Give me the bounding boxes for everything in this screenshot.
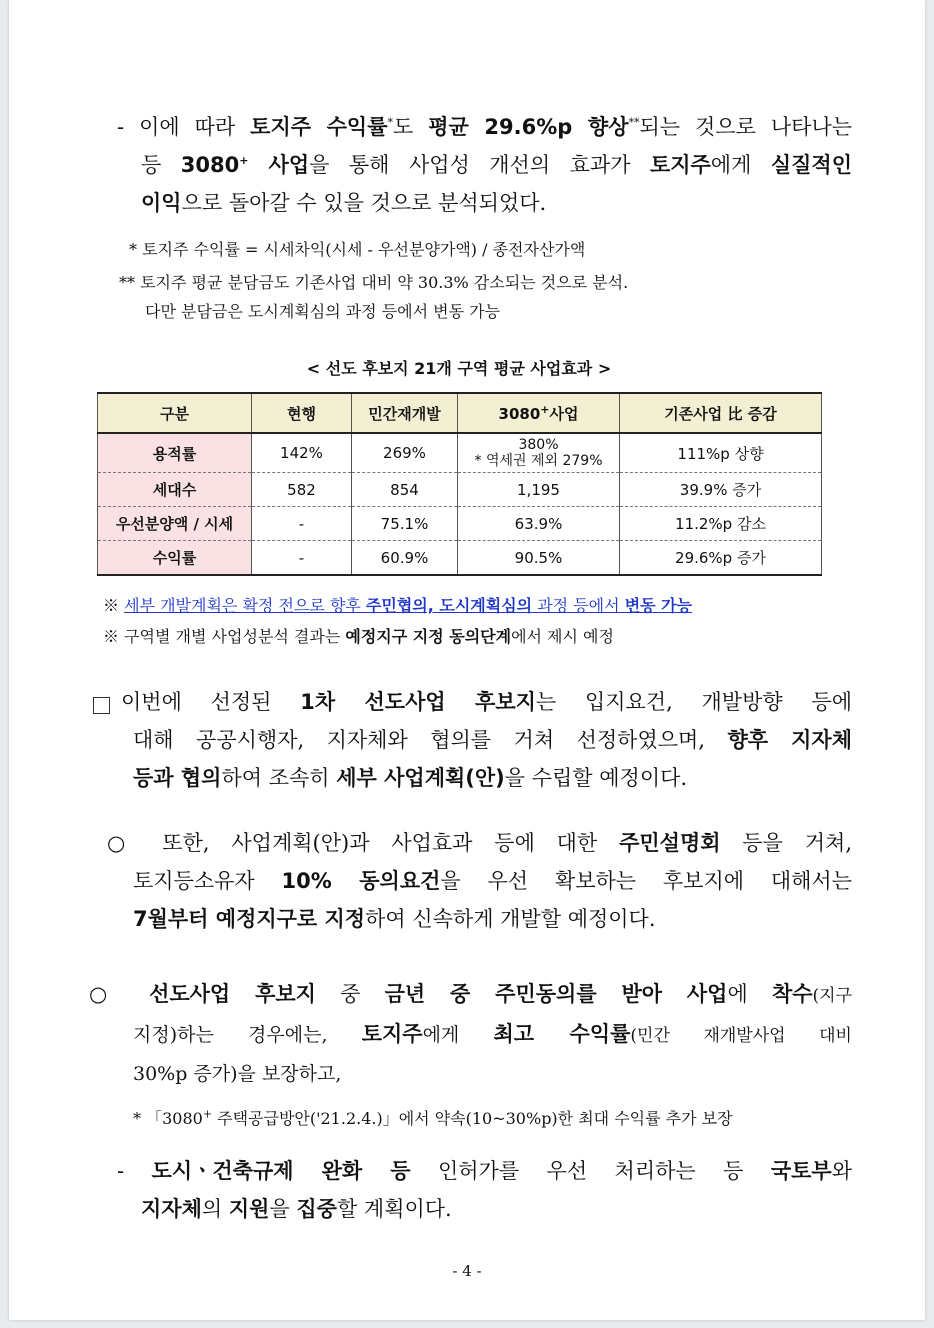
table-row [98,541,822,576]
header-current: 현행 [252,393,352,433]
paragraph-line: 이익으로 돌아갈 수 있을 것으로 분석되었다. [141,191,547,215]
paragraph-line: 지자체의 지원을 집중할 계획이다. [141,1197,452,1221]
row-label: 용적률 [98,433,252,473]
footnote-profit-formula: * 토지주 수익률 = 시세차익(시세 - 우선분양가액) / 종전자산가액 [129,240,586,259]
table-note-analysis: ※ 구역별 개별 사업성분석 결과는 예정지구 지정 동의단계에서 제시 예정 [103,627,614,646]
header-change: 기존사업 比 증감 [620,393,822,433]
paragraph-profit-rate [117,108,852,222]
table-cell: 63.9% [458,507,620,541]
row-label: 세대수 [98,473,252,507]
table-header-row [98,393,822,433]
paragraph-briefing [107,824,852,938]
footnote-contribution: ** 토지주 평균 분담금도 기존사업 대비 약 30.3% 감소되는 것으로 분석. [119,273,629,292]
paragraph-line: ○ 또한, 사업계획(안)과 사업효과 등에 대한 주민설명회 등을 거쳐, [107,831,853,855]
row-label: 수익률 [98,541,252,576]
row-label: 우선분양액 / 시세 [98,507,252,541]
paragraph-line: - 도시ㆍ건축규제 완화 등 인허가를 우선 처리하는 등 국토부와 [117,1159,852,1183]
footnote-3080-plan: * 「3080+ 주택공급방안('21.2.4.)」에서 약속(10~30%p)한 최대 수익률 추가 보장 [133,1107,733,1128]
paragraph-line: 등 3080+ 사업을 통해 사업성 개선의 효과가 토지주에게 실질적인 [141,153,852,177]
checkbox-bullet-icon [93,697,110,714]
table-cell: 582 [252,473,352,507]
paragraph-line: 지정)하는 경우에는, 토지주에게 최고 수익률(민간 재개발사업 대비 [133,1022,852,1046]
table-note-blue: ※ 세부 개발계획은 확정 전으로 향후 주민협의, 도시계획심의 과정 등에서 변동 가능 [103,596,693,615]
page-number: - 4 - [452,1262,482,1280]
paragraph-line: 7월부터 예정지구로 지정하여 신속하게 개발할 예정이다. [133,907,656,931]
table-cell: 142% [252,433,352,473]
paragraph-line: 토지등소유자 10% 동의요건을 우선 확보하는 후보지에 대해서는 [133,869,852,893]
table-cell: 39.9% 증가 [620,473,822,507]
table-cell: 75.1% [352,507,458,541]
table-cell: 1,195 [458,473,620,507]
header-private: 민간재개발 [352,393,458,433]
footnote-contribution-cont: 다만 분담금은 도시계획심의 과정 등에서 변동 가능 [145,302,501,321]
table-cell: 90.5% [458,541,620,576]
paragraph-line: ○ 선도사업 후보지 중 금년 중 주민동의를 받아 사업에 착수(지구 [89,982,853,1006]
paragraph-line: 30%p 증가)을 보장하고, [133,1063,342,1085]
table-cell: - [252,541,352,576]
table-cell: 11.2%p 감소 [620,507,822,541]
paragraph-line: 이번에 선정된 1차 선도사업 후보지는 입지요건, 개발방향 등에 [121,690,852,714]
effects-table [97,392,822,576]
table-cell: 111%p 상향 [620,433,822,473]
table-row [98,507,822,541]
paragraph-line: 등과 협의하여 조속히 세부 사업계획(안)을 수립할 예정이다. [133,766,688,790]
table-row [98,433,822,473]
table-cell: 380% * 역세권 제외 279% [458,433,620,473]
table-cell: - [252,507,352,541]
header-category: 구분 [98,393,252,433]
table-cell: 29.6%p 증가 [620,541,822,576]
paragraph-line: 대해 공공시행자, 지자체와 협의를 거쳐 선정하였으며, 향후 지자체 [133,728,852,752]
table-row [98,473,822,507]
table-title: < 선도 후보지 21개 구역 평균 사업효과 > [306,359,612,378]
paragraph-first-candidates [121,683,852,797]
header-3080: 3080+사업 [458,393,620,433]
paragraph-line: - 이에 따라 토지주 수익률*도 평균 29.6%p 향상**되는 것으로 나타나는 [117,115,853,139]
document-page [9,0,925,1320]
table-cell: 60.9% [352,541,458,576]
table-cell: 854 [352,473,458,507]
paragraph-support [117,1152,852,1228]
paragraph-max-profit [89,975,852,1093]
table-cell: 269% [352,433,458,473]
